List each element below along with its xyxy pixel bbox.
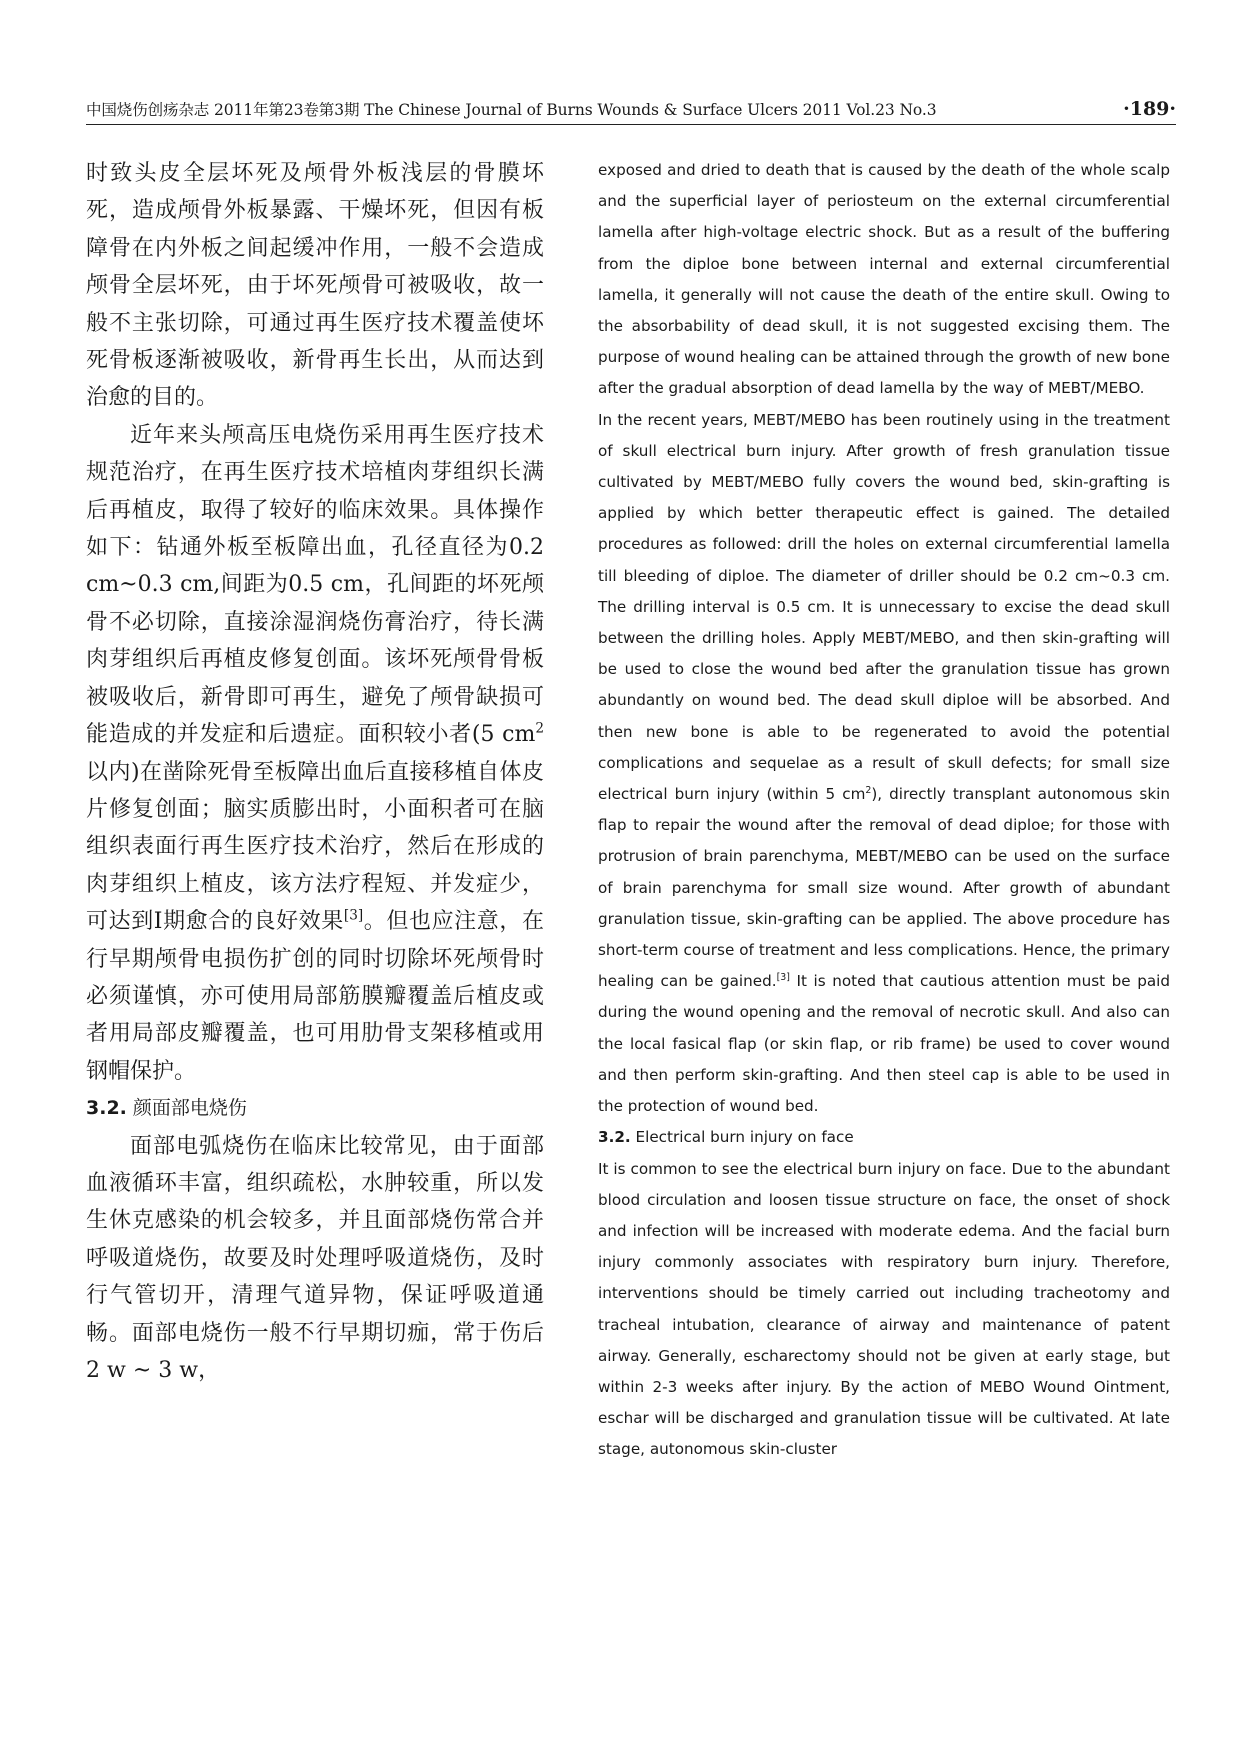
english-citation-ref: [3] xyxy=(776,972,790,984)
journal-citation: 中国烧伤创疡杂志 2011年第23卷第3期 The Chinese Journal of Burns Wounds & Surface Ulcers 2011 Vol.23 No.3 xyxy=(86,101,937,119)
chinese-citation-ref: [3] xyxy=(343,907,364,924)
chinese-column xyxy=(86,155,544,1389)
running-header xyxy=(86,98,1176,132)
english-paragraph-2-text-c: It is noted that cautious attention must be paid during the wound opening and the removal of necrotic skull. And also can the local fasical flap (or skin flap, or rib frame) be used to cover wound and then perform skin-grafting. And then steel cap is able to be used in the protection of wound bed. xyxy=(598,972,1171,1116)
chinese-section-title: 颜面部电烧伤 xyxy=(126,1097,247,1120)
chinese-paragraph-1: 时致头皮全层坏死及颅骨外板浅层的骨膜坏死，造成颅骨外板暴露、干燥坏死，但因有板障骨在内外板之间起缓冲作用，一般不会造成颅骨全层坏死，由于坏死颅骨可被吸收，故一般不主张切除，可通过再生医疗技术覆盖使坏死骨板逐渐被吸收，新骨再生长出，从而达到治愈的目的。 xyxy=(86,161,544,411)
english-section-title: Electrical burn injury on face xyxy=(630,1128,854,1147)
english-superscript-2: 2 xyxy=(865,785,872,796)
chinese-paragraph-2-text-a: 近年来头颅高压电烧伤采用再生医疗技术规范治疗，在再生医疗技术培植肉芽组织长满后再植皮，取得了较好的临床效果。具体操作如下：钻通外板至板障出血，孔径直径为0.2 cm~0.3 cm,间距为0.5 cm，孔间距的坏死颅骨不必切除，直接涂湿润烧伤膏治疗，待长满肉芽组织后再植皮修复创面。该坏死颅骨骨板被吸收后，新骨即可再生，避免了颅骨缺损可能造成的并发症和后遗症。面积较小者(5 cm xyxy=(86,422,544,748)
english-paragraph-2-text-b: ), directly transplant autonomous skin flap to repair the wound after the removal of dead diploe; for those with protrusion of brain parenchyma, MEBT/MEBO can be used on the surface of brain parenchyma for small size wound. After growth of abundant granulation tissue, skin-grafting can be applied. The above procedure has short-term course of treatment and less complications. Hence, the primary healing can be gained. xyxy=(598,785,1170,991)
english-column xyxy=(598,155,1170,1466)
english-section-heading xyxy=(598,1122,1170,1153)
page-number: ·189· xyxy=(1123,98,1176,120)
english-paragraph-2 xyxy=(598,405,1170,1123)
chinese-paragraph-2-text-b: 以内)在凿除死骨至板障出血后直接移植自体皮片修复创面；脑实质膨出时，小面积者可在脑组织表面行再生医疗技术治疗，然后在形成的肉芽组织上植皮，该方法疗程短、并发症少，可达到Ⅰ期愈合的良好效果 xyxy=(86,759,544,935)
english-paragraph-1: exposed and dried to death that is caused by the death of the whole scalp and the superficial layer of periosteum on the external circumferential lamella after high-voltage electric shock. But as a result of the buffering from the diploe bone between internal and external circumferential lamella, it generally will not cause the death of the entire skull. Owing to the absorbability of dead skull, it is not suggested excising them. The purpose of wound healing can be attained through the growth of new bone after the gradual absorption of dead lamella by the way of MEBT/MEBO. xyxy=(598,161,1170,398)
english-paragraph-2-text-a: In the recent years, MEBT/MEBO has been routinely using in the treatment of skull electrical burn injury. After growth of fresh granulation tissue cultivated by MEBT/MEBO fully covers the wound bed, skin-grafting is applied by which better therapeutic effect is gained. The detailed procedures as followed: drill the holes on external circumferential lamella till bleeding of diploe. The diameter of driller should be 0.2 cm~0.3 cm. The drilling interval is 0.5 cm. It is unnecessary to excise the dead skull between the drilling holes. Apply MEBT/MEBO, and then skin-grafting will be used to close the wound bed after the granulation tissue has grown abundantly on wound bed. The dead skull diploe will be absorbed. And then new bone is able to be regenerated to avoid the potential complications and sequelae as a result of skull defects; for small size electrical burn injury (within 5 cm xyxy=(598,410,1170,804)
chinese-section-heading xyxy=(86,1090,544,1127)
chinese-paragraph-2 xyxy=(86,417,544,1090)
english-paragraph-3: It is common to see the electrical burn injury on face. Due to the abundant blood circulation and loosen tissue structure on face, the onset of shock and infection will be increased with moderate edema. And the facial burn injury commonly associates with respiratory burn injury. Therefore, interventions should be timely carried out including tracheotomy and tracheal intubation, clearance of airway and maintenance of patent airway. Generally, escharectomy should not be given at early stage, but within 2-3 weeks after injury. By the action of MEBO Wound Ointment, eschar will be discharged and granulation tissue will be cultivated. At late stage, autonomous skin-cluster xyxy=(598,1159,1170,1459)
chinese-superscript-2: 2 xyxy=(535,720,544,737)
chinese-paragraph-3: 面部电弧烧伤在临床比较常见，由于面部血液循环丰富，组织疏松，水肿较重，所以发生休克感染的机会较多，并且面部烧伤常合并呼吸道烧伤，故要及时处理呼吸道烧伤，及时行气管切开，清理气道异物，保证呼吸道通畅。面部电烧伤一般不行早期切痂，常于伤后 2 w ~ 3 w， xyxy=(86,1133,544,1383)
chinese-section-number: 3.2. xyxy=(86,1097,127,1120)
english-section-number: 3.2. xyxy=(598,1128,631,1147)
header-rule xyxy=(86,124,1176,125)
chinese-paragraph-2-text-c: 。但也应注意，在行早期颅骨电损伤扩创的同时切除坏死颅骨时必须谨慎，亦可使用局部筋膜瓣覆盖后植皮或者用局部皮瓣覆盖，也可用肋骨支架移植或用钢帽保护。 xyxy=(86,909,544,1084)
